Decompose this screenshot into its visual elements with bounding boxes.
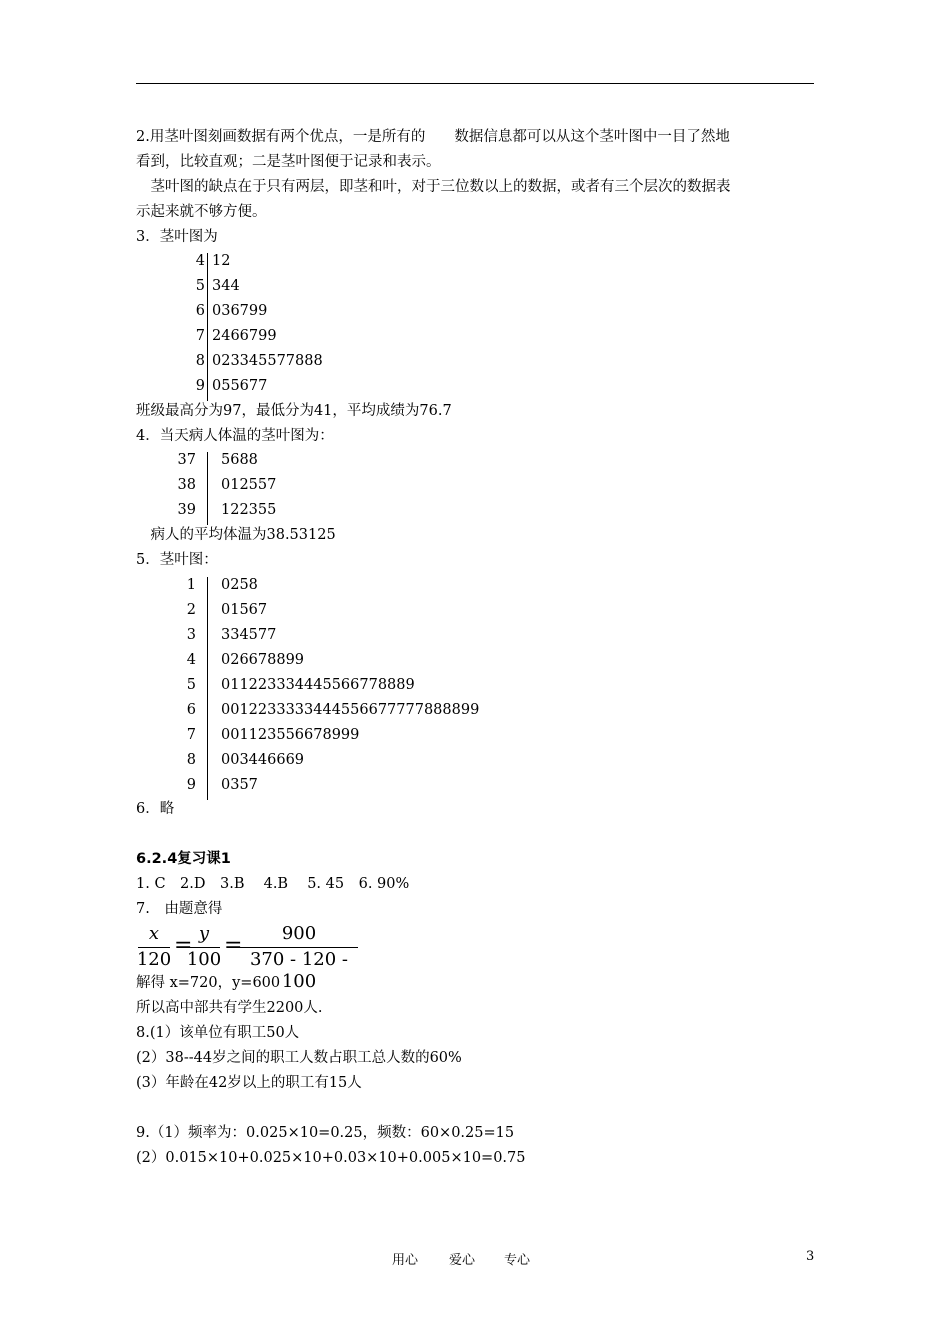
leaf-values: 344: [212, 278, 240, 294]
p2-line-1: 2.用茎叶图刻画数据有两个优点，一是所有的 数据信息都可以从这个茎叶图中一目了然地: [136, 129, 730, 145]
section-6: 6．略: [136, 801, 175, 817]
leaf-values: 036799: [212, 303, 268, 319]
review-heading: 6.2.4复习课1: [136, 851, 231, 867]
leaf-values: 011223334445566778889: [221, 677, 415, 693]
leaf-values: 023345577888: [212, 353, 323, 369]
fraction-3-numerator: 900: [281, 923, 317, 944]
p2-line-4: 示起来就不够方便。: [136, 204, 267, 220]
leaf-values: 334577: [221, 627, 277, 643]
leaf-values: 0258: [221, 577, 258, 593]
section-4-title: 4．当天病人体温的茎叶图为：: [136, 428, 334, 444]
stem-value: 4: [186, 652, 196, 668]
stem-value: 3: [186, 627, 196, 643]
leaf-values: 026678899: [221, 652, 305, 668]
stem-value: 7: [186, 727, 196, 743]
section-4-summary: 病人的平均体温为38.53125: [136, 527, 336, 543]
leaf-values: 122355: [221, 502, 277, 518]
leaf-values: 055677: [212, 378, 268, 394]
stem-value: 6: [195, 303, 205, 319]
p2-line-2: 看到，比较直观；二是茎叶图便于记录和表示。: [136, 154, 441, 170]
equals-sign-1: =: [174, 933, 193, 958]
footer-motto-3: 专心: [504, 1253, 531, 1268]
q8-part-1: 8.(1）该单位有职工50人: [136, 1025, 300, 1041]
leaf-values: 0357: [221, 777, 258, 793]
stem-value: 9: [195, 378, 205, 394]
stem-value: 8: [186, 752, 196, 768]
leaf-values: 003446669: [221, 752, 305, 768]
stem-value: 4: [195, 253, 205, 269]
section-5-title: 5．茎叶图：: [136, 552, 218, 568]
fraction-2-bar: [188, 947, 220, 948]
q8-part-2: (2）38--44岁之间的职工人数占职工总人数的60%: [136, 1050, 462, 1066]
leaf-values: 001123556678999: [221, 727, 360, 743]
stem-value: 8: [195, 353, 205, 369]
stem-leaf-divider: [207, 253, 208, 401]
stem-value: 2: [186, 602, 196, 618]
stem-value: 6: [186, 702, 196, 718]
leaf-values: 12: [212, 253, 231, 269]
leaf-values: 2466799: [212, 328, 277, 344]
leaf-values: 01567: [221, 602, 268, 618]
q8-part-3: (3）年龄在42岁以上的职工有15人: [136, 1075, 362, 1091]
stem-value: 37: [177, 452, 196, 468]
stem-value: 5: [195, 278, 205, 294]
stem-value: 5: [186, 677, 196, 693]
footer-motto-2: 爱心: [449, 1253, 476, 1268]
stem-value: 9: [186, 777, 196, 793]
equals-sign-2: =: [224, 933, 243, 958]
review-answers: 1. C 2.D 3.B 4.B 5. 45 6. 90%: [136, 876, 410, 892]
stem-value: 7: [195, 328, 205, 344]
fraction-1-numerator: x: [148, 923, 160, 944]
fraction-1-denominator: 120: [136, 949, 172, 970]
stem-value: 1: [186, 577, 196, 593]
stem-leaf-divider: [207, 577, 208, 800]
fraction-3-denominator: 370 - 120 - 100: [249, 949, 349, 992]
leaf-values: 012557: [221, 477, 277, 493]
section-3-title: 3．茎叶图为: [136, 229, 218, 245]
fraction-2-denominator: 100: [186, 949, 222, 970]
stem-value: 38: [177, 477, 196, 493]
section-3-summary: 班级最高分为97，最低分为41，平均成绩为76.7: [136, 403, 452, 419]
leaf-values: 0012233333444556677777888899: [221, 702, 480, 718]
fraction-1-bar: [138, 947, 170, 948]
p2-line-3: 茎叶图的缺点在于只有两层，即茎和叶，对于三位数以上的数据，或者有三个层次的数据表: [136, 179, 731, 195]
fraction-3-bar: [240, 947, 358, 948]
fraction-2-numerator: y: [198, 923, 210, 944]
footer-motto-1: 用心: [392, 1253, 419, 1268]
q9-part-1: 9.（1）频率为：0.025×10=0.25，频数：60×0.25=15: [136, 1125, 515, 1141]
q9-part-2: (2）0.015×10+0.025×10+0.03×10+0.005×10=0.75: [136, 1150, 526, 1166]
q7-solve: 解得 x=720，y=600: [136, 975, 281, 991]
q7-title: 7. 由题意得: [136, 901, 223, 917]
stem-leaf-divider: [207, 452, 208, 525]
header-rule: [136, 83, 814, 84]
q7-result: 所以高中部共有学生2200人.: [136, 1000, 323, 1016]
stem-value: 39: [177, 502, 196, 518]
page-number: 3: [806, 1249, 815, 1264]
leaf-values: 5688: [221, 452, 258, 468]
